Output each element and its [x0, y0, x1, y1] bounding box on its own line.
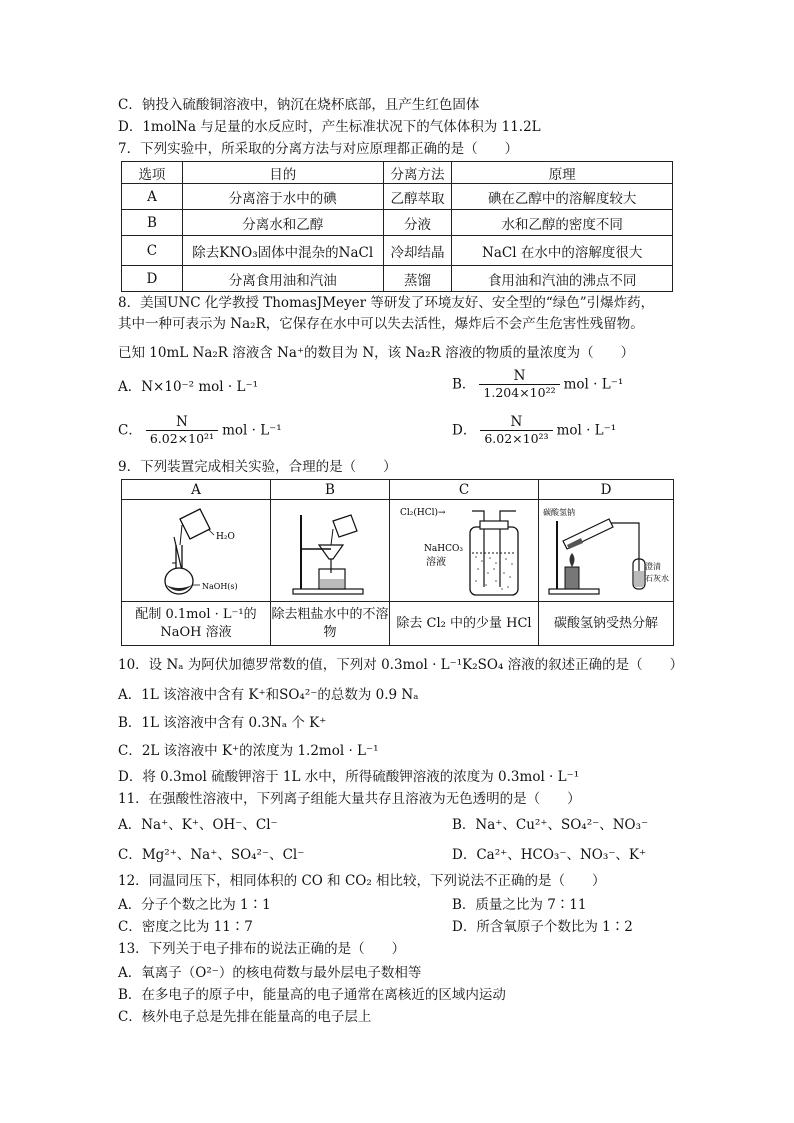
- q11-option-b: B．Na⁺、Cu²⁺、SO₄²⁻、NO₃⁻: [452, 817, 649, 833]
- heating-decomposition-diagram: [539, 501, 673, 601]
- q6-option-d: D．1molNa 与足量的水反应时，产生标准状况下的气体体积为 11.2L: [118, 119, 541, 135]
- q7-cell: 乙醇萃取: [383, 184, 452, 210]
- q13-option-c: C．核外电子总是先排在能量高的电子层上: [118, 1009, 372, 1025]
- q12-option-c: C．密度之比为 11∶7: [118, 919, 253, 935]
- q12-stem: 12．同温同压下，相同体积的 CO 和 CO₂ 相比较，下列说法不正确的是（ ）: [118, 873, 606, 889]
- q7-table: [121, 161, 673, 292]
- q7-cell: NaCl 在水中的溶解度很大: [452, 236, 673, 266]
- apparatus-c-caption: 除去 Cl₂ 中的少量 HCl: [390, 602, 539, 646]
- gas-inlet-label: Cl₂(HCl)→: [400, 507, 446, 518]
- q7-cell: 碘在乙醇中的溶解度较大: [452, 184, 673, 210]
- q11-option-a: A．Na⁺、K⁺、OH⁻、Cl⁻: [118, 817, 278, 833]
- q7-header-cell: 原理: [452, 162, 673, 184]
- table-row: [122, 266, 673, 292]
- q13-option-a: A．氧离子（O²⁻）的核电荷数与最外层电子数相等: [118, 965, 422, 981]
- q7-cell: 水和乙醇的密度不同: [452, 210, 673, 236]
- q11-stem: 11．在强酸性溶液中，下列离子组能大量共存且溶液为无色透明的是（ ）: [118, 791, 581, 807]
- naoh-label: NaOH(s): [202, 581, 238, 591]
- q7-cell: A: [122, 184, 183, 210]
- q7-cell: C: [122, 236, 183, 266]
- table-row: [122, 184, 673, 210]
- q9-stem: 9．下列装置完成相关实验，合理的是（ ）: [118, 459, 397, 475]
- q7-cell: 蒸馏: [383, 266, 452, 292]
- nahco3-label: NaHCO₃: [424, 543, 463, 554]
- apparatus-c-cell: [390, 500, 539, 602]
- apparatus-b-cell: [271, 500, 390, 602]
- q7-cell: B: [122, 210, 183, 236]
- q9-header-cell: D: [539, 480, 674, 500]
- apparatus-b-caption: 除去粗盐水中的不溶物: [271, 602, 390, 646]
- q8-option-d: D． $\frac{N}{\text{6.02×10²³}}$ mol · L⁻¹: [452, 414, 617, 446]
- q8-option-b: B． $\frac{N}{\text{1.204×10²²}}$ mol · L⁻¹: [452, 368, 624, 400]
- solution-label: 溶液: [426, 556, 446, 568]
- apparatus-d-cell: [539, 500, 674, 602]
- q8-stem-line3: 已知 10mL Na₂R 溶液含 Na⁺的数目为 N，该 Na₂R 溶液的物质的量浓度为（ ）: [118, 345, 635, 361]
- q11-option-d: D．Ca²⁺、HCO₃⁻、NO₃⁻、K⁺: [452, 847, 647, 863]
- q8-option-a: A．N×10⁻² mol · L⁻¹: [118, 379, 259, 395]
- q10-option-c: C．2L 该溶液中 K⁺的浓度为 1.2mol · L⁻¹: [118, 743, 379, 759]
- q10-option-b: B．1L 该溶液中含有 0.3Nₐ 个 K⁺: [118, 715, 327, 731]
- sodium-bicarbonate-label: 碳酸氢钠: [543, 507, 575, 517]
- volumetric-flask-diagram: [122, 501, 270, 601]
- q8-stem-line1: 8．美国UNC 化学教授 ThomasJMeyer 等研发了环境友好、安全型的“绿色”引爆炸药，: [118, 295, 655, 311]
- q9-header-cell: B: [271, 480, 390, 500]
- q12-option-a: A．分子个数之比为 1∶1: [118, 897, 271, 913]
- apparatus-a-cell: [122, 500, 271, 602]
- q7-stem: 7．下列实验中，所采取的分离方法与对应原理都正确的是（ ）: [118, 141, 519, 157]
- fraction: $\frac{N}{\text{1.204×10²²}}$: [479, 368, 559, 401]
- q11-option-c: C．Mg²⁺、Na⁺、SO₄²⁻、Cl⁻: [118, 847, 305, 863]
- q7-cell: 食用油和汽油的沸点不同: [452, 266, 673, 292]
- q7-cell: 分离水和乙醇: [182, 210, 383, 236]
- q9-apparatus-table: [121, 479, 674, 646]
- q7-cell: 分离溶于水中的碘: [182, 184, 383, 210]
- q7-cell: D: [122, 266, 183, 292]
- limewater-label-2: 石灰水: [645, 573, 669, 583]
- q9-header-cell: C: [390, 480, 539, 500]
- q13-option-b: B．在多电子的原子中，能量高的电子通常在离核近的区域内运动: [118, 987, 506, 1003]
- q8-stem-line2: 其中一种可表示为 Na₂R，它保存在水中可以失去活性，爆炸后不会产生危害性残留物。: [118, 316, 644, 332]
- q12-option-d: D．所含氧原子个数比为 1∶2: [452, 919, 633, 935]
- q13-stem: 13．下列关于电子排布的说法正确的是（ ）: [118, 941, 406, 957]
- q10-stem: 10．设 Nₐ 为阿伏加德罗常数的值，下列对 0.3mol · L⁻¹K₂SO₄ 溶液的叙述正确的是（ ）: [118, 657, 684, 673]
- table-row: [122, 210, 673, 236]
- q6-option-c: C．钠投入硫酸铜溶液中，钠沉在烧杯底部，且产生红色固体: [118, 97, 480, 113]
- q12-option-b: B．质量之比为 7∶11: [452, 897, 587, 913]
- fraction: $\frac{N}{\text{6.02×10²³}}$: [480, 414, 552, 447]
- q10-option-d: D．将 0.3mol 硫酸钾溶于 1L 水中，所得硫酸钾溶液的浓度为 0.3mol · L⁻¹: [118, 769, 580, 785]
- q10-option-a: A．1L 该溶液中含有 K⁺和SO₄²⁻的总数为 0.9 Nₐ: [118, 687, 419, 703]
- apparatus-d-caption: 碳酸氢钠受热分解: [539, 602, 674, 646]
- table-row: [122, 236, 673, 266]
- q7-header-cell: 分离方法: [383, 162, 452, 184]
- h2o-label: H₂O: [216, 531, 235, 542]
- q7-cell: 冷却结晶: [383, 236, 452, 266]
- apparatus-a-caption: 配制 0.1mol · L⁻¹的 NaOH 溶液: [122, 602, 271, 646]
- fraction: $\frac{N}{\text{6.02×10²¹}}$: [146, 414, 218, 447]
- q9-header-cell: A: [122, 480, 271, 500]
- q7-cell: 除去KNO₃固体中混杂的NaCl: [182, 236, 383, 266]
- q7-header-cell: 目的: [182, 162, 383, 184]
- limewater-label-1: 澄清: [645, 561, 661, 571]
- q7-cell: 分离食用油和汽油: [182, 266, 383, 292]
- filtration-diagram: [271, 501, 389, 601]
- q8-option-c: C． $\frac{N}{\text{6.02×10²¹}}$ mol · L⁻¹: [118, 414, 282, 446]
- gas-washing-bottle-diagram: [390, 501, 538, 601]
- q7-cell: 分液: [383, 210, 452, 236]
- q7-header-cell: 选项: [122, 162, 183, 184]
